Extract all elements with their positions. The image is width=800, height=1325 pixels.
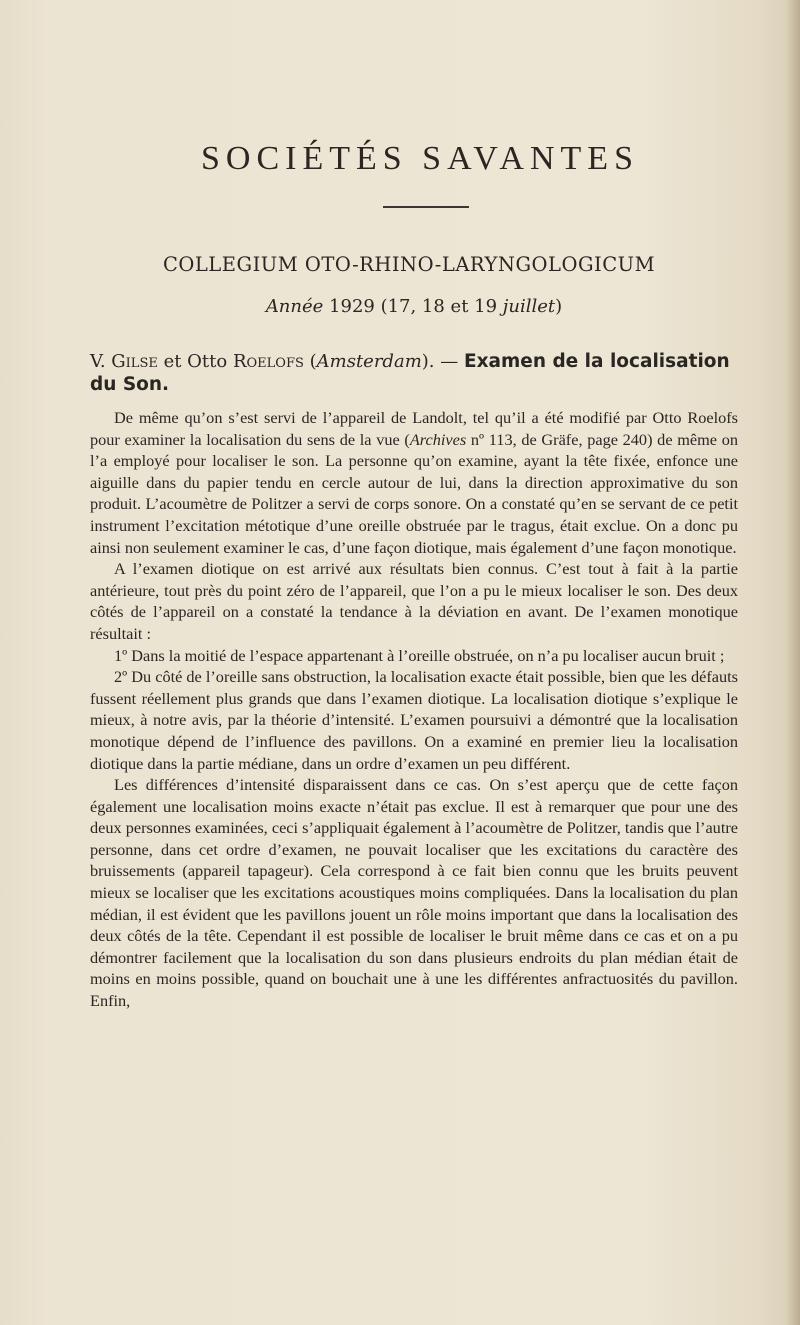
session-dates-text: 1929 (17, 18 et 19	[323, 296, 503, 317]
paragraph-1-part-a: De même qu’on s’est servi de l’appareil de Landolt, tel qu’il a été modifié par Otto Roelofs pour examiner la localisation du sens de la vue (	[90, 408, 738, 449]
author-join: et Otto	[157, 351, 233, 372]
paragraph-1	[90, 407, 738, 558]
author-place: Amsterdam	[316, 351, 422, 372]
paragraph-1-archives: Archives	[409, 429, 467, 449]
paragraph-3: 1º Dans la moitié de l’espace appartenant à l’oreille obstruée, on n’a pu localiser aucun bruit ;	[114, 645, 725, 665]
section-title: SOCIÉTÉS SAVANTES	[201, 140, 639, 177]
paragraph-1-part-c: nº 113, de Gräfe, page 240) de même on l’a employé pour localiser le son. La personne qu’on examine, ayant la tête fixée, enfonce une aiguille dans du papier tendu en cercle autour de lui, dans la direction approximative du son produit. L’acoumètre de Politzer a servi de corps sonore. On a constaté qu’en se servant de ce petit instrument l’excitation métotique d’une oreille obstruée par le tragus, était exclue. On a donc pu ainsi non seulement examiner le cas, d’une façon diotique, mais également d’une façon monotique.	[90, 429, 738, 557]
title-divider	[383, 206, 469, 208]
article-title: Examen de la localisation du Son.	[90, 351, 730, 395]
author-1: Gilse	[111, 351, 158, 372]
article-number: V.	[90, 351, 112, 372]
session-year-label: Année	[265, 296, 324, 317]
society-name: COLLEGIUM OTO-RHINO-LARYNGOLOGICUM	[162, 253, 656, 276]
article-body	[90, 407, 738, 1012]
session-month: juillet	[502, 296, 556, 317]
article-heading: V. Gilse et Otto Roelofs (Amsterdam). — Examen de la localisation du Son.	[90, 351, 730, 395]
paragraph-5: Les différences d’intensité disparaissent dans ce cas. On s’est aperçu que de cette façon également une localisation moins exacte n’était pas exclue. Il est à remarquer que pour une des deux personnes examinées, ceci s’appliquait également à l’acoumètre de Politzer, tandis que l’autre personne, dans cet ordre d’examen, ne pouvait localiser que les excitations du caractère des bruissements (appareil tapageur). Cela correspond à ce fait bien connu que les bruits peuvent mieux se localiser que les excitations acoustiques moins compliquées. Dans la localisation du plan médian, il est évident que les pavillons jouent un rôle moins important que dans la localisation des deux côtés de la tête. Cependant il est possible de localiser le bruit même dans ce cas et on a pu démontrer facilement que la localisation du son dans plusieurs endroits du plan médian était de moins en moins possible, quand on bouchait une à une les différentes anfractuosités du pavillon. Enfin,	[90, 775, 738, 1011]
page-edge-shadow	[786, 0, 800, 1325]
author-2: Roelofs	[232, 351, 304, 372]
paragraph-2: A l’examen diotique on est arrivé aux résultats bien connus. C’est tout à fait à la partie antérieure, tout près du point zéro de l’appareil, que l’on a pu le mieux localiser le son. Des deux côtés de l’appareil on a constaté la tendance à la déviation en avant. De l’examen monotique résultait :	[90, 559, 738, 643]
session-dates	[0, 296, 800, 317]
session-close: )	[555, 296, 563, 317]
paragraph-4: 2º Du côté de l’oreille sans obstruction, la localisation exacte était possible, bien que les défauts fussent réellement plus grands que dans l’examen diotique. La localisation diotique s’explique le mieux, à notre avis, par la théorie d’intensité. L’examen poursuivi a démontré que la localisation monotique dépend de l’influence des pavillons. On a examiné en premier lieu la localisation diotique dans la partie médiane, dans un ordre d’examen un peu différent.	[90, 667, 738, 773]
